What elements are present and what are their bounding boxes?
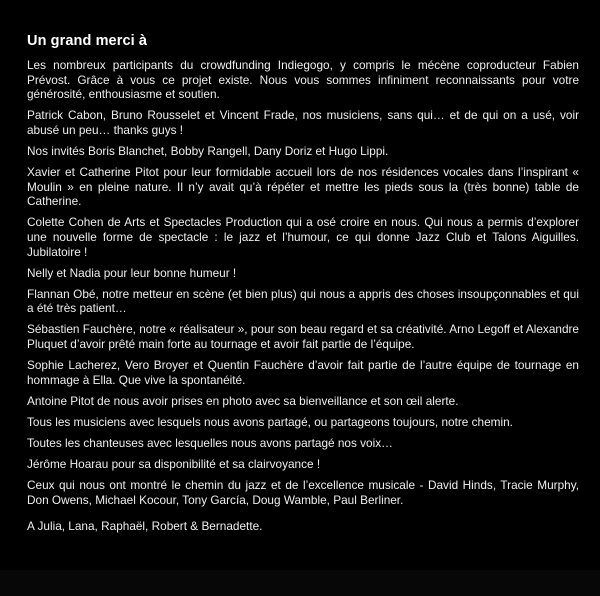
paragraph-nelly-nadia: Nelly et Nadia pour leur bonne humeur ! [27, 265, 237, 280]
dedication-line: A Julia, Lana, Raphaël, Robert & Bernadette. [27, 519, 263, 534]
paragraph-crowdfunding: Les nombreux participants du crowdfunding Indiegogo, y compris le mécène coproducteur Fabien Prévost. Grâce à vous ce projet existe. Nous vous sommes infiniment reconnaissants pour votre générosité, enthousiasme et soutien. [27, 58, 579, 102]
paragraph-director: Flannan Obé, notre metteur en scène (et bien plus) qui nous a appris des choses insoupçonnables et qui a été très patient… [27, 286, 579, 316]
paragraph-all-musicians: Tous les musiciens avec lesquels nous avons partagé, ou partageons toujours, notre chemin. [27, 414, 513, 429]
paragraph-ella-team: Sophie Lacherez, Vero Broyer et Quentin Fauchère d’avoir fait partie de l’autre équipe de tournage en hommage à Ella. Que vive la spontanéité. [27, 358, 579, 387]
paragraph-musicians: Patrick Cabon, Bruno Rousselet et Vincent Frade, nos musiciens, sans qui… et de qui on a usé, voir abusé un peu… thanks guys ! [27, 108, 579, 137]
paragraph-photographer: Antoine Pitot de nous avoir prises en photo avec sa bienveillance et son œil alerte. [27, 393, 459, 408]
paragraph-guests: Nos invités Boris Blanchet, Bobby Rangell, Dany Doriz et Hugo Lippi. [27, 143, 389, 158]
paragraph-filming-team: Sébastien Fauchère, notre « réalisateur », pour son beau regard et sa créativité. Arno Legoff et Alexandre Pluquet d’avoir prêté main forte au tournage et avoir fait partie de l’équipe. [27, 322, 579, 351]
paragraph-production: Colette Cohen de Arts et Spectacles Production qui a osé croire en nous. Qui nous a permis d’explorer une nouvelle forme de spectacle : le jazz et l’humour, ce qui donne Jazz Club et Talons Aiguilles. Jubilatoire ! [27, 215, 579, 259]
bottom-edge [0, 570, 600, 596]
paragraph-jazz-mentors: Ceux qui nous ont montré le chemin du jazz et de l’excellence musicale - David Hinds, Tracie Murphy, Don Owens, Michael Kocour, Tony García, Doug Wamble, Paul Berliner. [27, 478, 579, 507]
page-heading: Un grand merci à [27, 33, 148, 49]
acknowledgements-text [27, 58, 579, 540]
paragraph-moulin-hosts: Xavier et Catherine Pitot pour leur formidable accueil lors de nos résidences vocales dans l’inspirant « Moulin » en pleine nature. Il n’y avait qu’à répéter et mettre les pieds sous la (très bonne) table de Catherine. [27, 165, 579, 209]
paragraph-singers: Toutes les chanteuses avec lesquelles nous avons partagé nos voix… [27, 435, 393, 450]
paragraph-hoarau: Jérôme Hoarau pour sa disponibilité et sa clairvoyance ! [27, 457, 321, 472]
